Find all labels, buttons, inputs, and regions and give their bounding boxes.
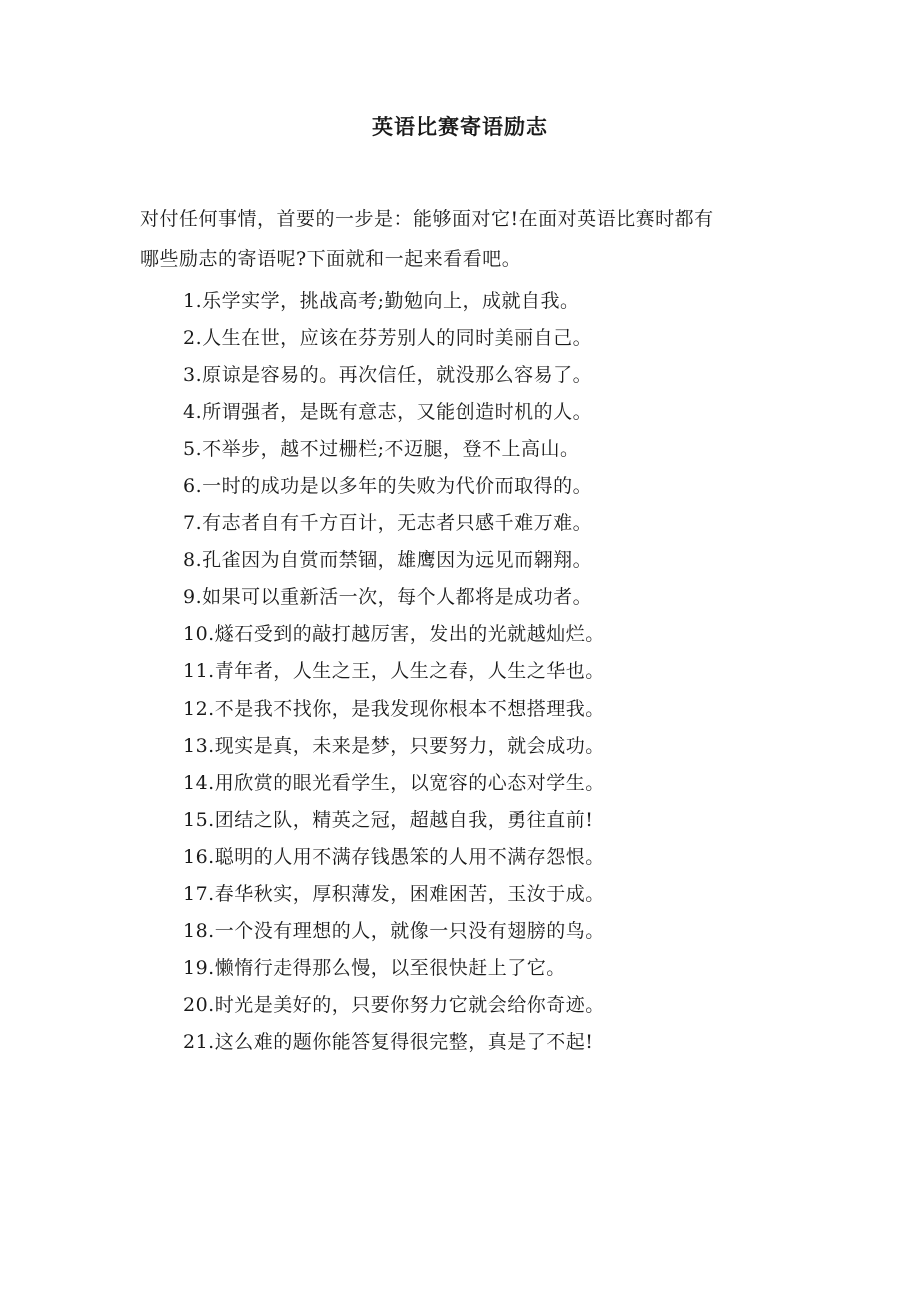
quote-item: 1.乐学实学，挑战高考;勤勉向上，成就自我。	[183, 290, 580, 312]
quote-item: 10.燧石受到的敲打越厉害，发出的光就越灿烂。	[183, 623, 605, 646]
quote-item: 19.懒惰行走得那么慢，以至很快赶上了它。	[183, 956, 566, 979]
quote-item: 12.不是我不找你，是我发现你根本不想搭理我。	[183, 697, 605, 720]
quote-item: 20.时光是美好的，只要你努力它就会给你奇迹。	[183, 993, 605, 1016]
quote-item: 13.现实是真，未来是梦，只要努力，就会成功。	[183, 734, 605, 757]
quote-item: 21.这么难的题你能答复得很完整，真是了不起!	[183, 1030, 594, 1053]
quote-item: 7.有志者自有千方百计，无志者只感千难万难。	[183, 512, 593, 535]
quote-item: 2.人生在世，应该在芬芳别人的同时美丽自己。	[183, 327, 593, 350]
document-title: 英语比赛寄语励志	[372, 114, 548, 139]
intro-line: 哪些励志的寄语呢?下面就和一起来看看吧。	[140, 248, 522, 270]
quote-item: 4.所谓强者，是既有意志，又能创造时机的人。	[183, 401, 593, 424]
intro-paragraph	[140, 199, 790, 279]
quote-list	[183, 283, 605, 1061]
quote-item: 15.团结之队，精英之冠，超越自我，勇往直前!	[183, 808, 594, 831]
quote-item: 14.用欣赏的眼光看学生，以宽容的心态对学生。	[183, 771, 605, 794]
quote-item: 18.一个没有理想的人，就像一只没有翅膀的鸟。	[183, 919, 605, 942]
quote-item: 17.春华秋实，厚积薄发，困难困苦，玉汝于成。	[183, 882, 605, 905]
quote-item: 9.如果可以重新活一次，每个人都将是成功者。	[183, 586, 593, 609]
intro-line: 对付任何事情，首要的一步是：能够面对它!在面对英语比赛时都有	[140, 208, 714, 230]
quote-item: 16.聪明的人用不满存钱愚笨的人用不满存怨恨。	[183, 845, 605, 868]
quote-item: 11.青年者，人生之王，人生之春，人生之华也。	[183, 660, 605, 683]
quote-item: 3.原谅是容易的。再次信任，就没那么容易了。	[183, 364, 593, 387]
quote-item: 6.一时的成功是以多年的失败为代价而取得的。	[183, 475, 593, 498]
quote-item: 5.不举步，越不过栅栏;不迈腿，登不上高山。	[183, 438, 580, 461]
quote-item: 8.孔雀因为自赏而禁锢，雄鹰因为远见而翱翔。	[183, 549, 593, 572]
